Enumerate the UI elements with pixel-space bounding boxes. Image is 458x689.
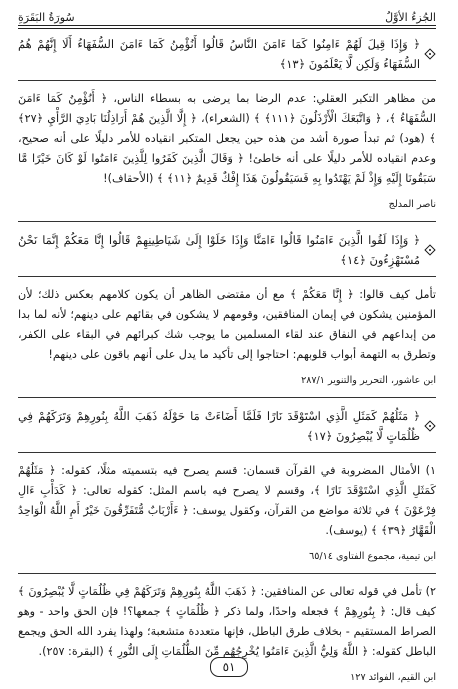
source-citation: ابن تيمية، مجموع الفتاوى ٦٥/١٤ [309,551,436,562]
section-divider [18,573,436,574]
header-juz: الجُزءُ الأوَّلُ [385,11,436,24]
source-citation: ابن عاشور، التحرير والتنوير ٢٨٧/١ [301,375,436,386]
section-divider [18,452,436,453]
section-divider [18,276,436,277]
commentary-text: تأمل كيف قالوا: ﴿ إِنَّا مَعَكُمْ ﴾ مع أن مقتضى الظاهر أن يكون كلامهم بعكس ذلك؛ لأن المؤمنين يشكون في إيمان المنافقين، وقومهم لا يشكون في بقائهم على دينهم؛ لأنه لما بدا من إبداعهم في النفاق عند لقاء المسلمين ما يوجب شك كبرائهم في البقاء على الكفر، وتطرق به التهمة أبواب قلوبهم: احتاجوا إلى تأكيد ما يدل على أنهم باقون على دينهم! [18,288,436,361]
verse-ornament-icon [424,48,436,60]
section-divider [18,221,436,222]
section-divider [18,397,436,398]
verse-block [18,230,436,270]
verse-block [18,34,436,74]
page-content [18,34,436,688]
verse-block [18,406,436,446]
page-footer [0,657,458,677]
verse-ornament-icon [424,244,436,256]
source-citation: ابن القيم، الفوائد ١٢٧ [350,672,436,683]
verse-ornament-icon [424,420,436,432]
verse-text: ﴿ مَثَلُهُمْ كَمَثَلِ الَّذِي اسْتَوْقَدَ نَارًا فَلَمَّا أَضَاءَتْ مَا حَوْلَهُ ذَهَبَ اللَّهُ بِنُورِهِمْ وَتَرَكَهُمْ فِي ظُلُمَاتٍ لَّا يُبْصِرُونَ ﴿١٧﴾ [18,409,420,443]
header-surah: سُورَةُ البَقَرَةِ [18,11,75,24]
source-citation: ناصر المدلج [388,199,436,210]
verse-text: ﴿ وَإِذَا قِيلَ لَهُمْ ءَامِنُوا كَمَا ءَامَنَ النَّاسُ قَالُوا أَنُؤْمِنُ كَمَا ءَامَنَ السُّفَهَاءُ أَلَا إِنَّهُمْ هُمُ السُّفَهَاءُ وَلَكِن لَّا يَعْلَمُونَ ﴿١٣﴾ [18,37,420,71]
page-number: ٥١ [210,657,249,677]
commentary-text: ١) الأمثال المضروبة في القرآن قسمان: قسم يصرح فيه بتسميته مثلًا، كقوله: ﴿ مَثَلُهُمْ كَمَثَلِ الَّذِي اسْتَوْقَدَ نَارًا ﴾، وقسم لا يصرح فيه باسم المثل: كقوله تعالى: ﴿ كَدَأْبِ ءَالِ فِرْعَوْنَ ﴾ في ثلاثة مواضع من القرآن، وكقول يوسف: ﴿ ءَأَرْبَابٌ مُّتَفَرِّقُونَ خَيْرٌ أَمِ اللَّهُ الْوَاحِدُ الْقَهَّارُ ﴿٣٩﴾ ﴾ (يوسف). [18,464,436,537]
verse-text: ﴿ وَإِذَا لَقُوا الَّذِينَ ءَامَنُوا قَالُوا ءَامَنَّا وَإِذَا خَلَوْا إِلَىٰ شَيَاطِينِهِمْ قَالُوا إِنَّا مَعَكُمْ إِنَّمَا نَحْنُ مُسْتَهْزِءُونَ ﴿١٤﴾ [18,233,420,267]
section-divider [18,80,436,81]
header-divider [18,25,436,29]
running-header [18,6,436,24]
commentary-text: من مظاهر التكبر العقلي: عدم الرضا بما يرضى به بسطاء الناس، ﴿ أَنُؤْمِنُ كَمَا ءَامَنَ السُّفَهَاءُ ﴾، ﴿ وَاتَّبَعَكَ الْأَرْذَلُونَ ﴿١١١﴾ ﴾ (الشعراء)، ﴿ إِلَّا الَّذِينَ هُمْ أَرَاذِلُنَا بَادِيَ الرَّأْيِ ﴿٢٧﴾ ﴾ (هود) ثم تبدأ صورة أشد من هذه حين يجعل المتكبر انقياده للأمر دليلًا على أنه صحيح، وعدم انقياده للأمر دليلًا على أنه خاطئ! ﴿ وَقَالَ الَّذِينَ كَفَرُوا لِلَّذِينَ ءَامَنُوا لَوْ كَانَ خَيْرًا مَّا سَبَقُونَا إِلَيْهِ وَإِذْ لَمْ يَهْتَدُوا بِهِ فَسَيَقُولُونَ هَذَا إِفْكٌ قَدِيمٌ ﴿١١﴾ ﴾ (الأحقاف)! [18,92,436,185]
commentary-text: ٢) تأمل في قوله تعالى عن المنافقين: ﴿ ذَهَبَ اللَّهُ بِنُورِهِمْ وَتَرَكَهُمْ فِي ظُلُمَاتٍ لَّا يُبْصِرُونَ ﴾ كيف قال: ﴿ بِنُورِهِمْ ﴾ فجعله واحدًا، ولما ذكر ﴿ ظُلُمَاتٍ ﴾ جمعها؟! فإن الحق واحد - وهو الصراط المستقيم - بخلاف طرق الباطل، فإنها متعددة متشعبة؛ ولهذا يفرد الله الحق ويجمع الباطل كقوله: ﴿ اللَّهُ وَلِيُّ الَّذِينَ ءَامَنُوا يُخْرِجُهُم مِّنَ الظُّلُمَاتِ إِلَى النُّورِ ﴾ (البقرة: ٢٥٧). [18,585,436,658]
